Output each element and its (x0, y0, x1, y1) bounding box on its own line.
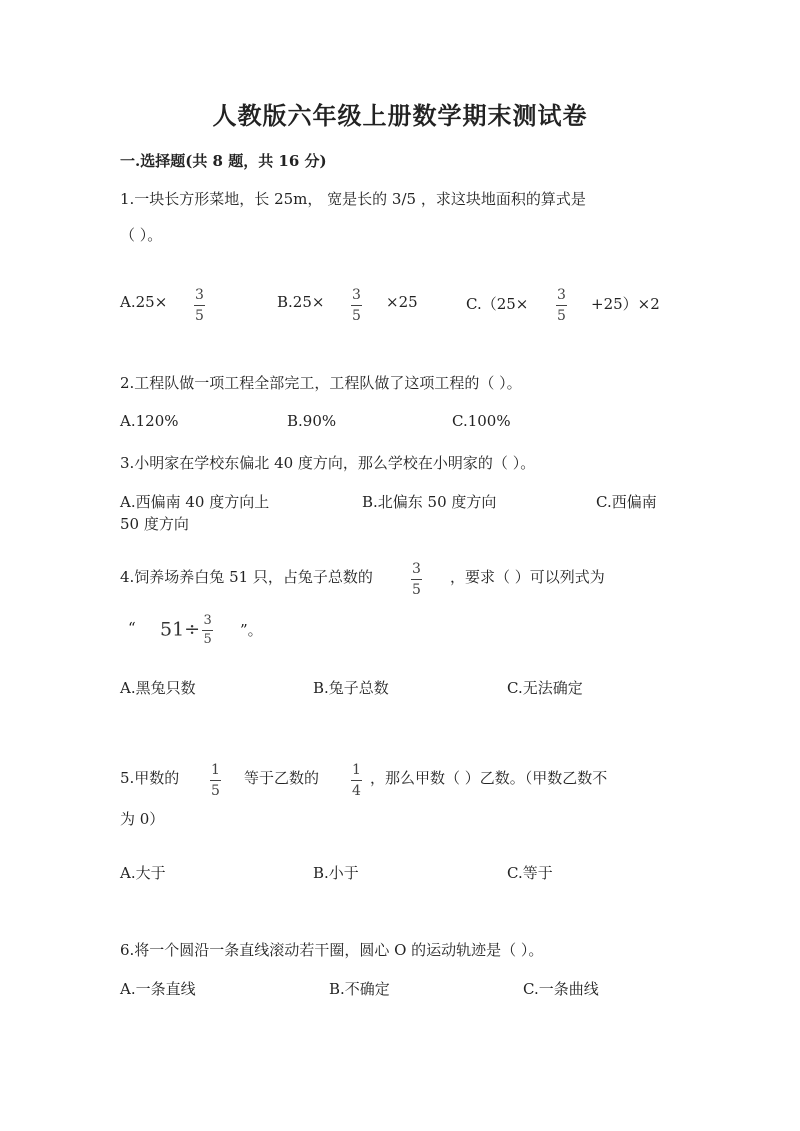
q4-stem-fraction (411, 561, 422, 598)
fraction-numerator: 3 (195, 287, 204, 303)
fraction-denominator: 5 (557, 308, 566, 324)
q5-stem-middle: 等于乙数的 (244, 769, 320, 787)
q4-option-c: C.无法确定 (507, 679, 583, 697)
section-heading: 一.选择题(共 8 题，共 16 分) (120, 152, 327, 170)
q5-stem-continued: 为 0） (120, 810, 165, 828)
fraction-denominator: 5 (412, 582, 421, 598)
q3-stem: 3.小明家在学校东偏北 40 度方向，那么学校在小明家的（ ）。 (120, 454, 536, 472)
fraction-bar (210, 780, 221, 781)
fraction-bar (556, 305, 567, 306)
q6-option-b: B.不确定 (329, 980, 390, 998)
fraction-numerator: 1 (352, 762, 361, 778)
fraction-numerator: 3 (352, 287, 361, 303)
q5-stem-end: ，那么甲数（ ）乙数。（甲数乙数不 (370, 769, 608, 787)
q4-expression-text: 51÷ (160, 618, 201, 641)
q6-option-c: C.一条曲线 (523, 980, 599, 998)
q4-stem-start: 4.饲养场养白兔 51 只，占兔子总数的 (120, 568, 373, 586)
q4-option-a: A.黑兔只数 (120, 679, 196, 697)
fraction-bar (194, 305, 205, 306)
q4-stem-end: ，要求（ ）可以列式为 (450, 568, 605, 586)
q1-option-b: B.25× (277, 293, 325, 311)
q6-option-a: A.一条直线 (120, 980, 196, 998)
q5-fraction-2 (351, 762, 362, 799)
fraction-bar (351, 780, 362, 781)
q6-stem: 6.将一个圆沿一条直线滚动若干圈，圆心 O 的运动轨迹是（ ）。 (120, 941, 544, 959)
q5-stem-start: 5.甲数的 (120, 769, 180, 787)
fraction-numerator: 3 (203, 613, 212, 628)
q3-option-c: C.西偏南 (596, 493, 657, 511)
q5-fraction-1 (210, 762, 221, 799)
fraction-denominator: 5 (211, 783, 220, 799)
fraction-numerator: 3 (557, 287, 566, 303)
fraction-denominator: 4 (352, 783, 361, 799)
q1-c-suffix: +25）×2 (591, 295, 660, 313)
q2-option-c: C.100% (452, 412, 511, 430)
q2-option-a: A.120% (120, 412, 179, 430)
q1-option-c: C.（25× (466, 295, 529, 313)
q4-expression-fraction (202, 614, 213, 647)
fraction-denominator: 5 (203, 632, 212, 647)
q1-b-suffix: ×25 (386, 293, 418, 311)
q5-option-c: C.等于 (507, 864, 553, 882)
q1-option-a: A.25× (120, 293, 168, 311)
fraction-bar (351, 305, 362, 306)
q4-quote-close: ”。 (240, 621, 263, 639)
q3-option-c-continued: 50 度方向 (120, 515, 189, 533)
page-title: 人教版六年级上册数学期末测试卷 (212, 101, 588, 130)
fraction-bar (411, 579, 422, 580)
q3-option-a: A.西偏南 40 度方向上 (120, 493, 270, 511)
q1-stem-line2: （ ）。 (120, 226, 163, 244)
fraction-denominator: 5 (352, 308, 361, 324)
q2-option-b: B.90% (287, 412, 337, 430)
q1-c-fraction (556, 287, 567, 324)
q1-b-fraction (351, 287, 362, 324)
q1-stem-line1: 1.一块长方形菜地，长 25m， 宽是长的 3/5 ，求这块地面积的算式是 (120, 190, 586, 208)
fraction-numerator: 3 (412, 561, 421, 577)
q3-option-b: B.北偏东 50 度方向 (362, 493, 497, 511)
fraction-denominator: 5 (195, 308, 204, 324)
q4-quote-open: “ (128, 619, 136, 637)
q4-expression (160, 614, 213, 647)
fraction-bar (202, 630, 213, 631)
q1-a-fraction (194, 287, 205, 324)
fraction-numerator: 1 (211, 762, 220, 778)
q5-option-a: A.大于 (120, 864, 166, 882)
q2-stem: 2.工程队做一项工程全部完工，工程队做了这项工程的（ ）。 (120, 374, 522, 392)
q4-option-b: B.兔子总数 (313, 679, 389, 697)
q5-option-b: B.小于 (313, 864, 359, 882)
